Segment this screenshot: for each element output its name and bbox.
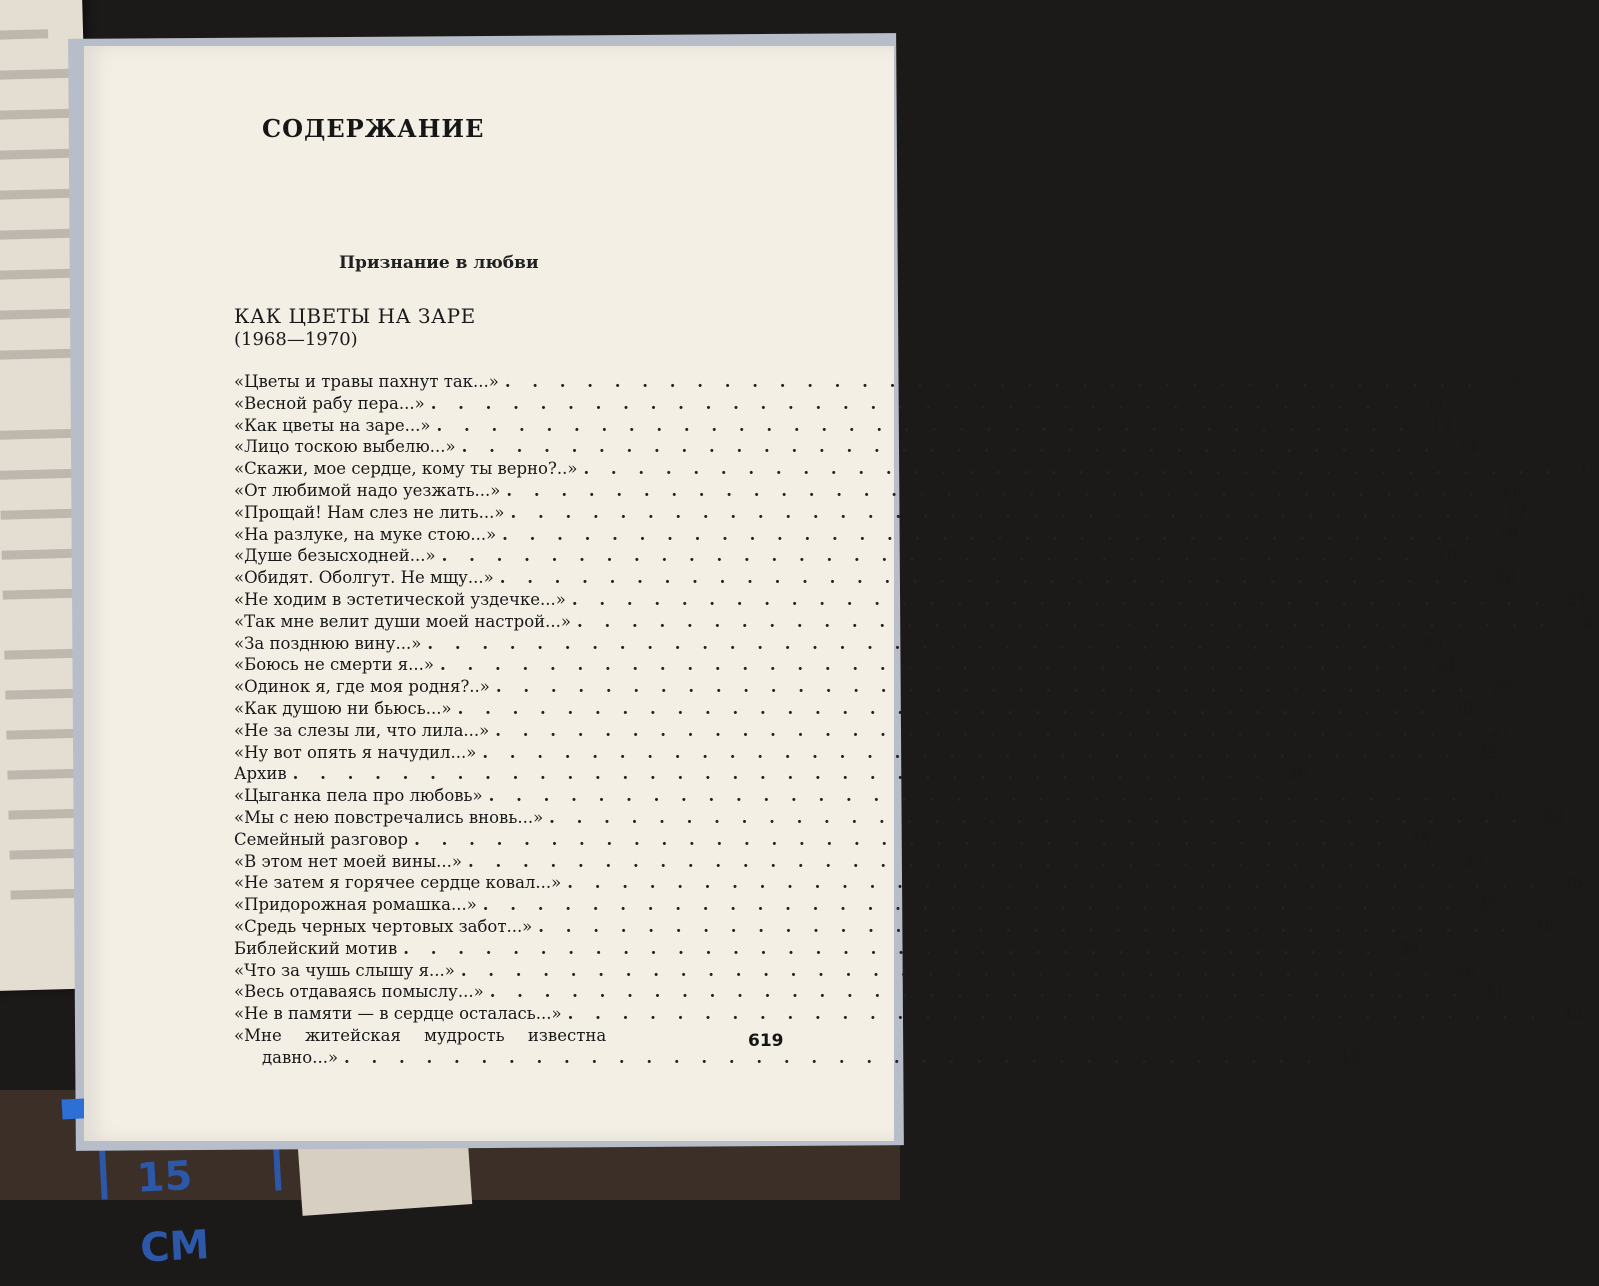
toc-entry-title: «На разлуке, на муке стою...»: [234, 524, 497, 544]
toc-entry-title: «Средь черных чертовых забот...»: [234, 916, 533, 936]
toc-entry: [234, 764, 1309, 786]
toc-entry: [234, 873, 1584, 895]
toc-entry-page: 12: [1431, 415, 1453, 435]
toc-entry-page: 9: [1510, 372, 1521, 391]
toc-entry-title: «Весь отдаваясь помыслу...»: [234, 982, 484, 1002]
left-page-text-line: [0, 229, 80, 240]
toc-leader-dots: . . . . . . . . . . . . . . . . . . . . . . . . . . . . . . . . . . . .: [461, 437, 1438, 457]
toc-entry-page: 27: [1490, 720, 1512, 740]
left-page-text-line: [0, 149, 78, 160]
toc-entry: [234, 786, 1505, 808]
toc-entry: [234, 655, 1456, 677]
toc-leader-dots: . . . . . . . . . . . . . . . . . . . . . . . . . . . . . . . . . . . .: [482, 895, 1459, 915]
toc-leader-dots: . . . . . . . . . . . . . . . . . . . . . . . . . . . . . . . . . . . .: [436, 415, 1413, 435]
toc-leader-dots: . . . . . . . . . . . . . . . . . . . . . . . . . . . . . . . . . . . .: [430, 393, 1407, 413]
toc-entry: [234, 546, 1458, 568]
toc-entry: [234, 677, 1512, 699]
toc-entry-page: 24: [1434, 655, 1456, 675]
toc-entry: [234, 393, 1447, 416]
toc-leader-dots: . . . . . . . . . . . . . . . . . . . . . . . . . . . . . . . . . . . .: [427, 633, 1404, 653]
toc-entry: [234, 742, 1499, 765]
toc-entry-page: 31: [1483, 786, 1505, 806]
toc-entry-page: 16: [1501, 480, 1523, 500]
toc-entry-title: «Не затем я горячее сердце ковал...»: [234, 873, 562, 893]
toc-entry: [234, 437, 1478, 459]
toc-entry-title: «Придорожная ромашка...»: [234, 895, 477, 915]
toc-leader-dots: . . . . . . . . . . . . . . . . . . . . . . . . . . . . . . . . . . . .: [344, 1047, 1320, 1067]
toc-leader-dots: . . . . . . . . . . . . . . . . . . . . . . . . . . . . . . . . . . . .: [482, 742, 1459, 762]
toc-leader-dots: . . . . . . . . . . . . . . . . . . . . . . . . . . . . . . . . . . . .: [403, 938, 1380, 958]
toc-entry: [234, 938, 1420, 961]
toc-leader-dots: . . . . . . . . . . . . . . . . . . . . . . . . . . . . . . . . . . . .: [414, 829, 1390, 849]
toc-entry-title: «Не в памяти — в сердце осталась...»: [234, 1004, 562, 1024]
toc-entry: [234, 720, 1512, 743]
toc-entry-page: 26: [1452, 698, 1474, 718]
toc-entry-page: 42: [1562, 1004, 1584, 1024]
toc-entry-title: «Скажи, мое сердце, кому ты верно?..»: [234, 459, 578, 479]
toc-entry-title: давно...»: [262, 1047, 339, 1067]
toc-entry-page: 20: [1494, 568, 1516, 588]
toc-entry-page: 38: [1533, 916, 1555, 936]
toc-entry-page: 43: [1338, 1047, 1360, 1067]
toc-entry-title: «Лицо тоскою выбелю...»: [234, 437, 456, 457]
toc-entry-title: «Не ходим в эстетической уздечке...»: [234, 589, 566, 609]
toc-entry-title: Архив: [234, 764, 287, 784]
toc-entry-title: «Как душою ни бьюсь...»: [234, 698, 452, 718]
toc-entry-title: «Обидят. Оболгут. Не мщу...»: [234, 568, 494, 588]
toc-leader-dots: . . . . . . . . . . . . . . . . . . . . . . . . . . . . . . . . . . . .: [510, 502, 1487, 522]
toc-entry-page: 19: [1436, 546, 1458, 566]
book-page: [84, 46, 1599, 1141]
toc-entry-page: 22: [1571, 611, 1593, 631]
toc-entry-page: 35: [1462, 851, 1484, 871]
toc-entry: [234, 916, 1555, 939]
toc-entry-title: «Одинок я, где моя родня?..»: [234, 677, 490, 697]
toc-entry-title: «Цветы и травы пахнут так...»: [234, 372, 499, 391]
toc-entry: [234, 982, 1506, 1004]
left-page-text-line: [0, 109, 77, 120]
toc-entry-page: 33: [1408, 829, 1430, 849]
toc-entry-page: 14: [1456, 437, 1478, 457]
left-page-text-line: [0, 69, 76, 80]
toc-leader-dots: . . . . . . . . . . . . . . . . . . . . . . . . . . . . . . . . . . . .: [441, 546, 1418, 566]
toc-entry-continuation: [234, 1047, 1360, 1070]
section-title: Признание в любви: [339, 253, 539, 273]
ruler-label: 15 CM: [99, 1130, 282, 1199]
toc-entry-page: 11: [1425, 393, 1447, 413]
toc-leader-dots: . . . . . . . . . . . . . . . . . . . . . . . . . . . . . . . . . . . .: [502, 524, 1479, 544]
subsection-title: КАК ЦВЕТЫ НА ЗАРЕ: [234, 304, 476, 328]
toc-entry: [234, 589, 1588, 612]
toc-leader-dots: . . . . . . . . . . . . . . . . . . . . . . . . . . . . . . . . . . . .: [567, 1004, 1544, 1024]
toc-entry-title: «Мне житейская мудрость известна: [234, 1025, 607, 1045]
toc-entry-title: «Прощай! Нам слез не лить...»: [234, 502, 505, 522]
toc-entry: [234, 568, 1516, 590]
toc-entry-title: «Что за чушь слышу я...»: [234, 960, 455, 980]
toc-entry-page: 37: [1477, 895, 1499, 915]
toc-leader-dots: . . . . . . . . . . . . . . . . . . . . . . . . . . . . . . . . . . . .: [457, 698, 1434, 718]
toc-entry-title: «Весной рабу пера...»: [234, 393, 425, 413]
toc-entry-title: «В этом нет моей вины...»: [234, 851, 463, 871]
toc-leader-dots: . . . . . . . . . . . . . . . . . . . . . . . . . . . . . . . . . . . .: [577, 611, 1553, 631]
toc-entry-title: «Душе безысходней...»: [234, 546, 436, 566]
page-number: 619: [748, 1031, 784, 1051]
toc-entry-page: 36: [1562, 873, 1584, 893]
toc-entry: [234, 480, 1523, 503]
subsection-years: (1968—1970): [234, 329, 358, 350]
toc-leader-dots: . . . . . . . . . . . . . . . . . . . . . . . . . . . . . . . . . . . .: [549, 807, 1526, 827]
toc-entry: [234, 829, 1430, 852]
left-page-text-line: [0, 29, 48, 40]
toc-entry-page: 41: [1484, 982, 1506, 1002]
toc-entry-page: 23: [1422, 633, 1444, 653]
toc-leader-dots: . . . . . . . . . . . . . . . . . . . . . . . . . . . . . . . . . . . .: [499, 568, 1476, 588]
left-page-text-line: [0, 189, 79, 200]
toc-entry-title: «От любимой надо уезжать...»: [234, 480, 501, 500]
toc-entry-title: Семейный разговор: [234, 829, 409, 849]
toc-leader-dots: . . . . . . . . . . . . . . . . . . . . . . . . . . . . . . . . . . . .: [468, 851, 1444, 871]
toc-entry: [234, 611, 1593, 634]
toc-entry: [234, 459, 1599, 481]
toc-entry-title: «Мы с нею повстречались вновь...»: [234, 807, 544, 827]
toc-entry: [234, 372, 1521, 394]
toc-leader-dots: . . . . . . . . . . . . . . . . . . . . . . . . . . . . . . . . . . . .: [495, 677, 1472, 697]
toc-leader-dots: . . . . . . . . . . . . . . . . . . . . . . . . . . . . . . . . . . . .: [504, 372, 1481, 391]
toc-leader-dots: . . . . . . . . . . . . . . . . . . . . . . . . . . . . . . . . . . . .: [495, 720, 1472, 740]
toc-entry: [234, 633, 1444, 656]
toc-entry-page: 25: [1490, 677, 1512, 697]
toc-entry-title: «Ну вот опять я начудил...»: [234, 742, 477, 762]
toc-leader-dots: . . . . . . . . . . . . . . . . . . . . . . . . . . . . . . . . . . . .: [506, 480, 1483, 500]
contents-heading: СОДЕРЖАНИЕ: [262, 114, 485, 143]
toc-entry-page: 21: [1566, 589, 1588, 609]
toc-leader-dots: . . . . . . . . . . . . . . . . . . . . . . . . . . . . . . . . . . . .: [571, 589, 1548, 609]
toc-leader-dots: . . . . . . . . . . . . . . . . . . . . . . . . . . . . . . . . . . . .: [567, 873, 1544, 893]
toc-entry-title: «Так мне велит души моей настрой...»: [234, 611, 571, 631]
toc-entry-page: 39: [1398, 938, 1420, 958]
toc-entry-title: Библейский мотив: [234, 938, 398, 958]
toc-entry-page: 32: [1544, 807, 1566, 827]
toc-leader-dots: . . . . . . . . . . . . . . . . . . . . . . . . . . . . . . . . . . . .: [488, 786, 1465, 806]
toc-entry: [234, 698, 1474, 721]
toc-entry: [234, 415, 1453, 438]
toc-entry: [234, 895, 1499, 917]
toc-entry-page: 18: [1497, 524, 1519, 544]
toc-entry: [234, 524, 1519, 547]
toc-entry-title: «Как цветы на заре...»: [234, 415, 431, 435]
toc-leader-dots: . . . . . . . . . . . . . . . . . . . . . . . . . . . . . . . . . . . .: [460, 960, 1437, 980]
toc-entry-page: 40: [1455, 960, 1477, 980]
toc-entry: [234, 807, 1566, 830]
toc-entry: [234, 851, 1484, 874]
toc-entry-page: 15: [1578, 459, 1599, 479]
toc-leader-dots: . . . . . . . . . . . . . . . . . . . . . . . . . . . . . . . . . . . .: [583, 459, 1560, 479]
toc-entry: [234, 960, 1477, 983]
toc-entry: [234, 1004, 1584, 1026]
toc-entry-page: 29: [1477, 742, 1499, 762]
toc-leader-dots: . . . . . . . . . . . . . . . . . . . . . . . . . . . . . . . . . . . .: [489, 982, 1466, 1002]
toc-entry: [234, 1026, 694, 1048]
toc-leader-dots: . . . . . . . . . . . . . . . . . . . . . . . . . . . . . . . . . . . .: [440, 655, 1416, 675]
toc-entry-title: «Не за слезы ли, что лила...»: [234, 720, 490, 740]
toc-entry-title: «Боюсь не смерти я...»: [234, 655, 435, 675]
toc-entry: [234, 502, 1527, 525]
toc-entry-page: 30: [1287, 764, 1309, 784]
toc-entry-title: «За позднюю вину...»: [234, 633, 422, 653]
toc-leader-dots: . . . . . . . . . . . . . . . . . . . . . . . . . . . . . . . . . . . .: [538, 916, 1515, 936]
toc-entry-title: «Цыганка пела про любовь»: [234, 786, 483, 806]
toc-entry-page: 17: [1505, 502, 1527, 522]
toc-leader-dots: . . . . . . . . . . . . . . . . . . . . . . . . . . . . . . . . . . . .: [292, 764, 1269, 784]
